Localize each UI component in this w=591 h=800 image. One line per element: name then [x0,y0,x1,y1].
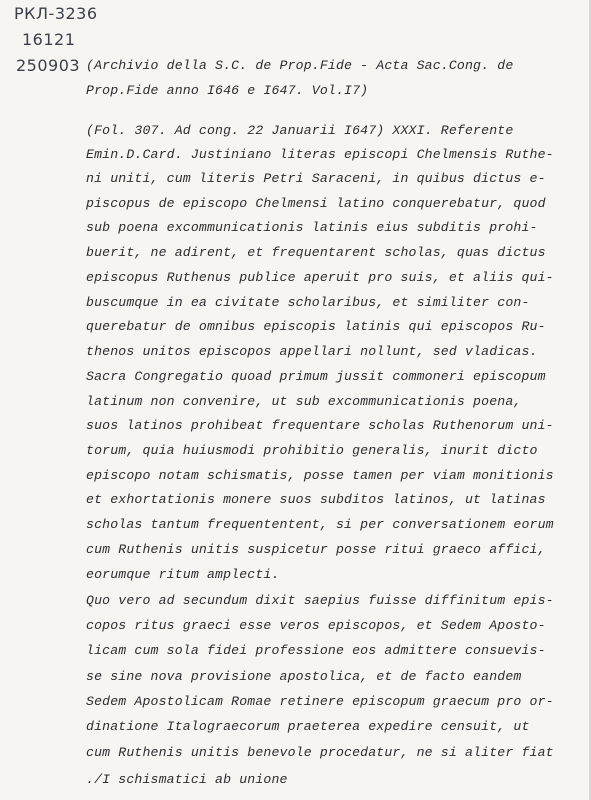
body-line: Sacra Congregatio quoad primum jussit commoneri episcopum [86,369,546,384]
body-line: piscopus de episcopo Chelmensi latino conquerebatur, quod [86,196,546,211]
body-line: (Fol. 307. Ad cong. 22 Januarii I647) XXXI. Referente [86,123,514,138]
handwritten-number-2: 250903 [16,56,81,75]
body-line: eorumque ritum amplecti. [86,567,280,582]
body-line: suos latinos prohibeat frequentare scholas Ruthenorum uni- [86,418,554,433]
body-line: copos ritus graeci esse veros episcopos, et Sedem Aposto- [86,618,546,633]
body-line: cum Ruthenis unitis benevole procedatur, ne si aliter fiat [86,745,554,760]
body-line: torum, quia huiusmodi prohibitio generalis, inurit dicto [86,443,538,458]
body-line: querebatur de omnibus episcopis latinis qui episcopos Ru- [86,319,546,334]
body-line: Quo vero ad secundum dixit saepius fuisse diffinitum epis- [86,593,554,608]
body-line: cum Ruthenis unitis suspicetur posse ritui graeco affici, [86,542,546,557]
body-line: episcopo notam schismatis, posse tamen per viam monitionis [86,468,554,483]
body-line: ./I schismatici ab unione [86,772,288,787]
body-line: scholas tantum frequententent, si per conversationem eorum [86,517,554,532]
header-line-1: (Archivio della S.C. de Prop.Fide - Acta Sac.Cong. de [86,58,514,73]
body-line: thenos unitos episcopos appellari nollunt, sed vladicas. [86,344,538,359]
body-line: latinum non convenire, ut sub excommunicationis poena, [86,394,522,409]
handwritten-reference-code: РКЛ-3236 [14,4,98,23]
header-line-2: Prop.Fide anno I646 e I647. Vol.I7) [86,83,369,98]
body-line: buerit, ne adirent, et frequentarent scholas, quas dictus [86,245,546,260]
body-line: sub poena excommunicationis latinis eius subditis prohi- [86,220,538,235]
body-line: dinatione Italograecorum praeterea expedire censuit, ut [86,719,530,734]
body-line: Emin.D.Card. Justiniano literas episcopi Chelmensis Ruthe- [86,147,554,162]
body-line: Sedem Apostolicam Romae retinere episcopum graecum pro or- [86,694,554,709]
handwritten-number-1: 16121 [22,30,76,49]
body-line: buscumque in ea civitate scholaribus, et similiter con- [86,295,530,310]
body-line: episcopus Ruthenus publice aperuit pro suis, et aliis qui- [86,270,554,285]
body-line: ni uniti, cum literis Petri Saraceni, in quibus dictus e- [86,171,546,186]
body-line: licam cum sola fidei professione eos admittere consuevis- [86,643,546,658]
body-line: et exhortationis monere suos subditos latinos, ut latinas [86,492,546,507]
body-line: se sine nova provisione apostolica, et de facto eandem [86,669,522,684]
